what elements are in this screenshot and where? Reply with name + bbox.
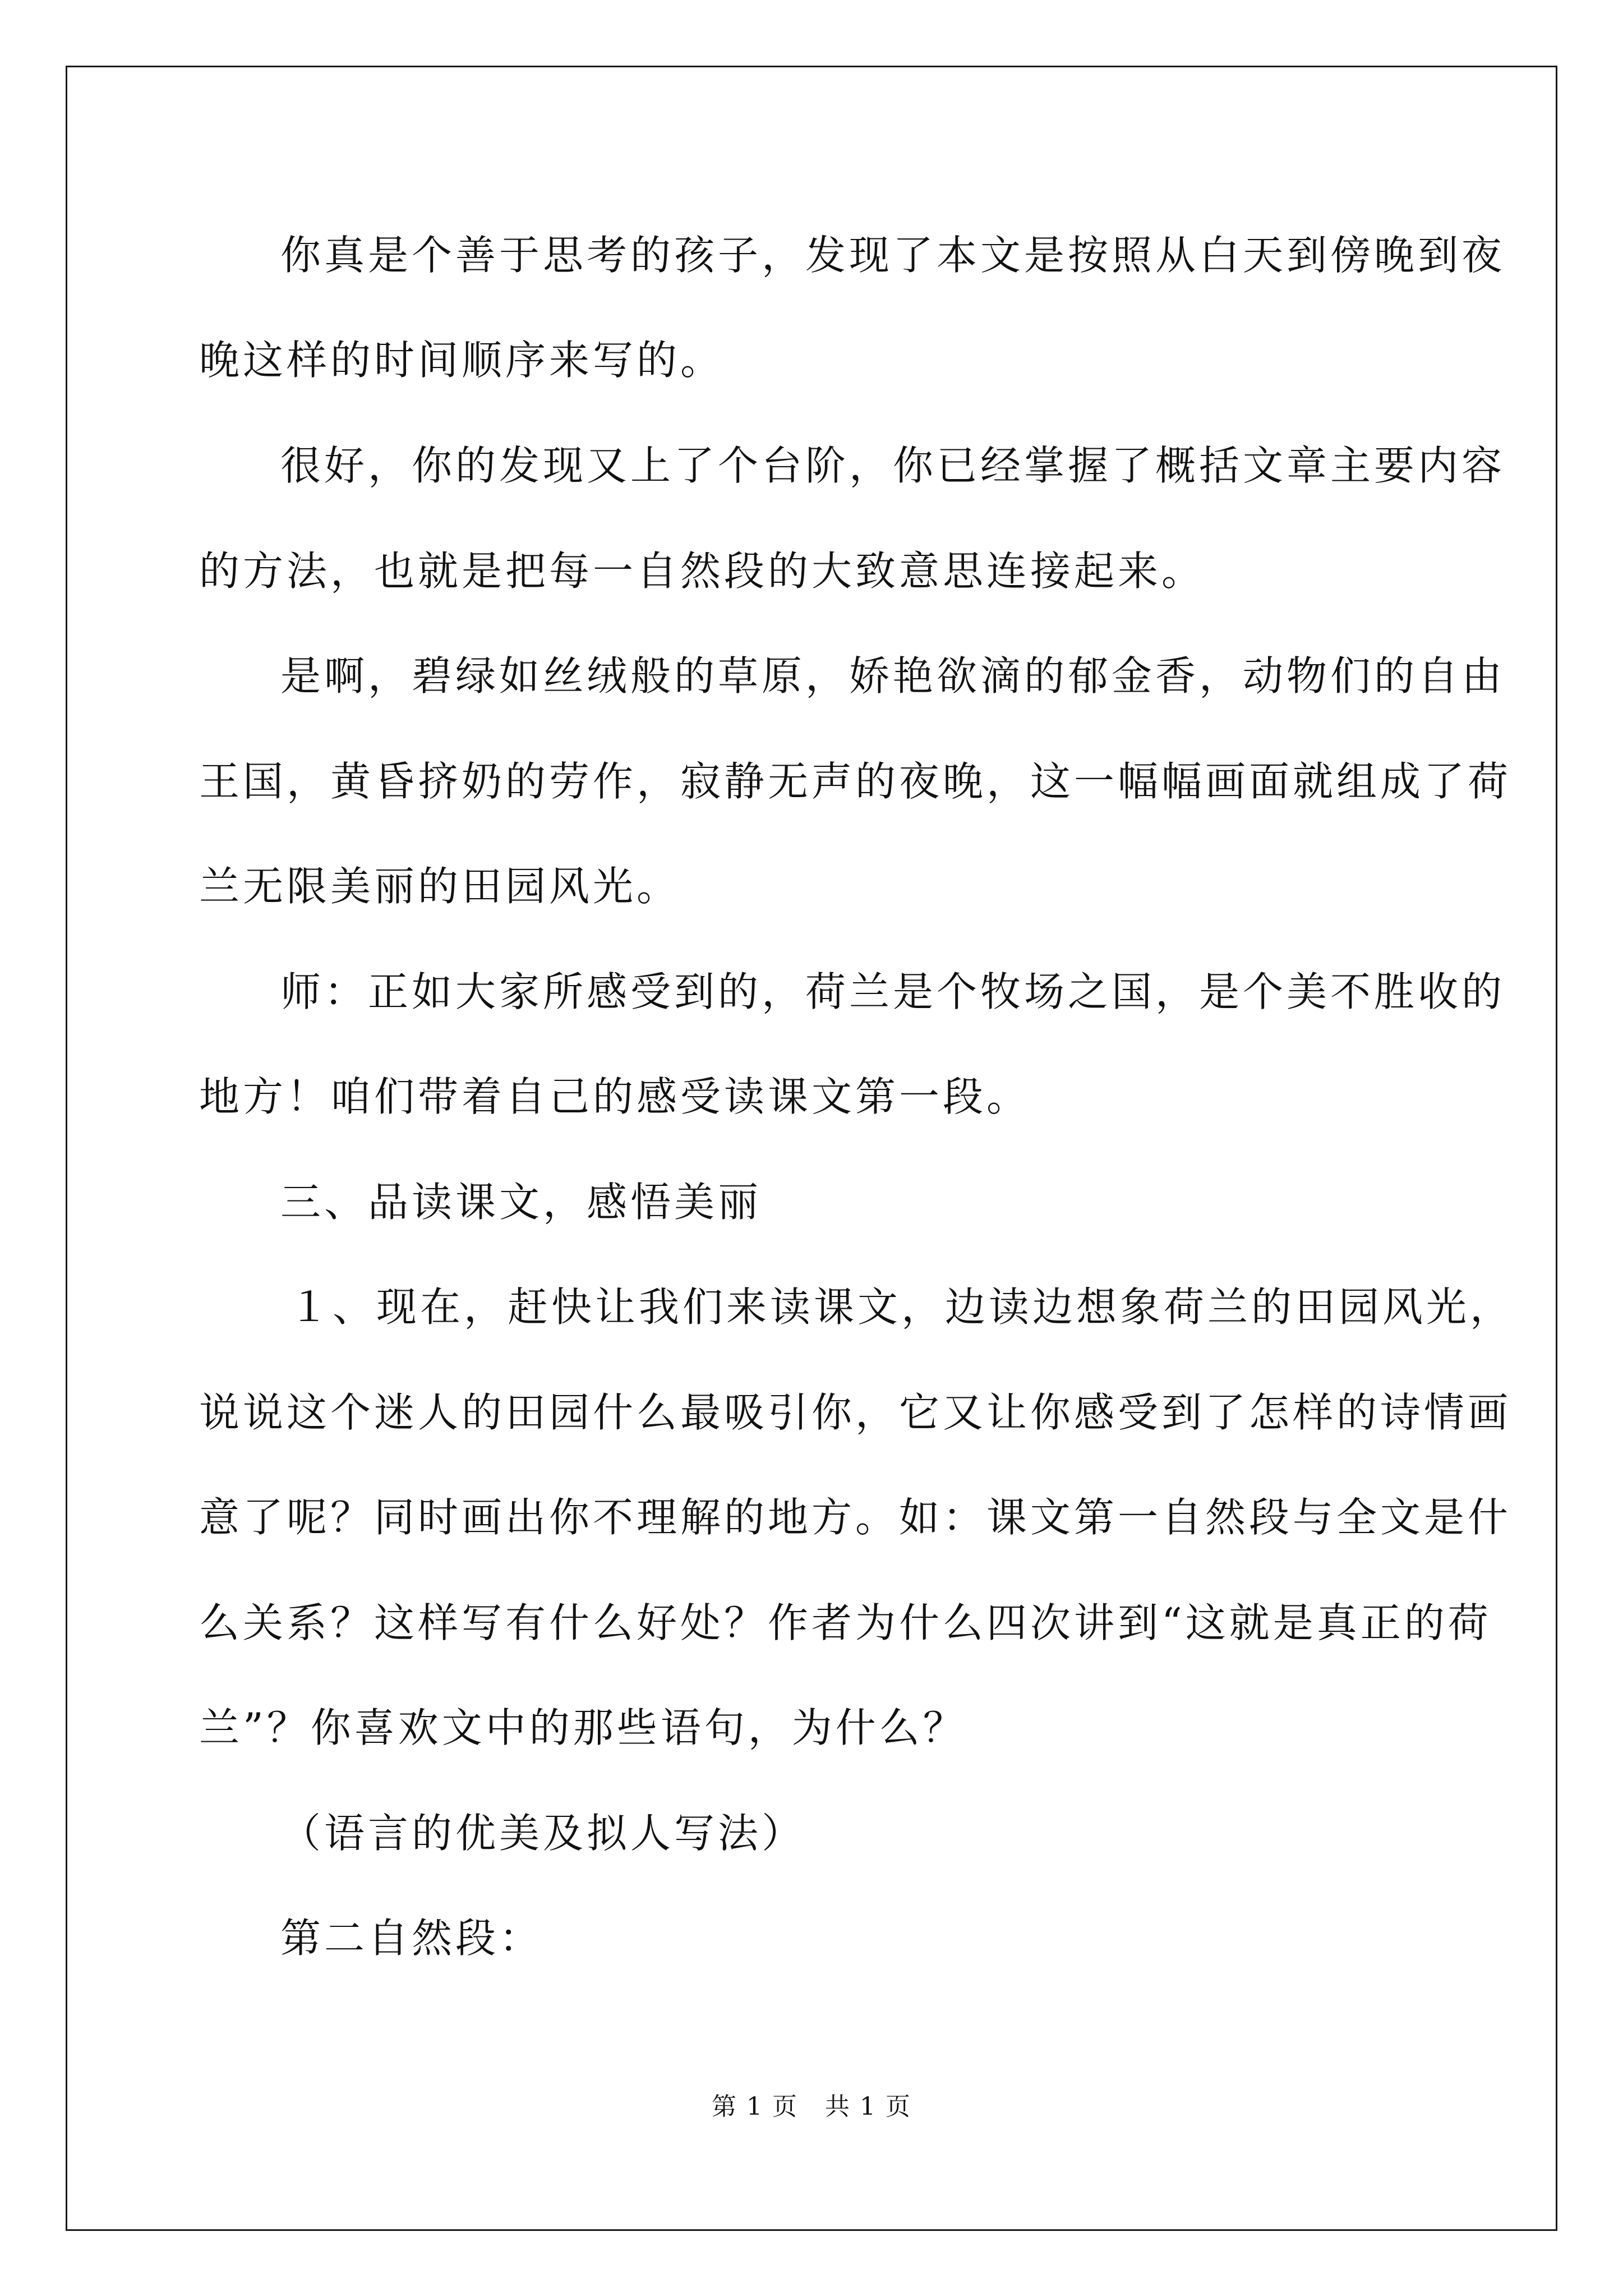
page-border — [66, 66, 1557, 2231]
paragraph-line: 第二自然段： — [280, 1915, 543, 1962]
paragraph-line: 王国，黄昏挤奶的劳作，寂静无声的夜晚，这一幅幅画面就组成了荷 — [199, 758, 1512, 805]
paragraph-line: 是啊，碧绿如丝绒般的草原，娇艳欲滴的郁金香，动物们的自由 — [280, 652, 1506, 700]
paragraph-line: 说说这个迷人的田园什么最吸引你，它又让你感受到了怎样的诗情画 — [199, 1389, 1512, 1436]
paragraph-line: 地方！咱们带着自己的感受读课文第一段。 — [199, 1073, 1031, 1120]
paragraph-line: 么关系？这样写有什么好处？作者为什么四次讲到“这就是真正的荷 — [199, 1599, 1492, 1646]
section-heading: 三、品读课文，感悟美丽 — [280, 1179, 762, 1226]
page-number-footer: 第 1 页 共 1 页 — [712, 2092, 911, 2121]
paragraph-line: 师：正如大家所感受到的，荷兰是个牧场之国，是个美不胜收的 — [280, 968, 1506, 1015]
paragraph-line: 晚这样的时间顺序来写的。 — [199, 337, 725, 384]
paragraph-line: 兰”？你喜欢文中的那些语句，为什么？ — [199, 1704, 967, 1751]
paragraph-line: 的方法，也就是把每一自然段的大致意思连接起来。 — [199, 547, 1206, 595]
paragraph-line: 兰无限美丽的田园风光。 — [199, 863, 681, 910]
paragraph-line: １、现在，赶快让我们来读课文，边读边想象荷兰的田园风光， — [289, 1283, 1514, 1331]
paragraph-line: 意了呢？同时画出你不理解的地方。如：课文第一自然段与全文是什 — [199, 1494, 1512, 1541]
paragraph-line: 很好，你的发现又上了个台阶，你已经掌握了概括文章主要内容 — [280, 442, 1506, 489]
paragraph-line: 你真是个善于思考的孩子，发现了本文是按照从白天到傍晚到夜 — [280, 232, 1506, 279]
paragraph-line: （语言的优美及拟人写法） — [280, 1810, 806, 1857]
